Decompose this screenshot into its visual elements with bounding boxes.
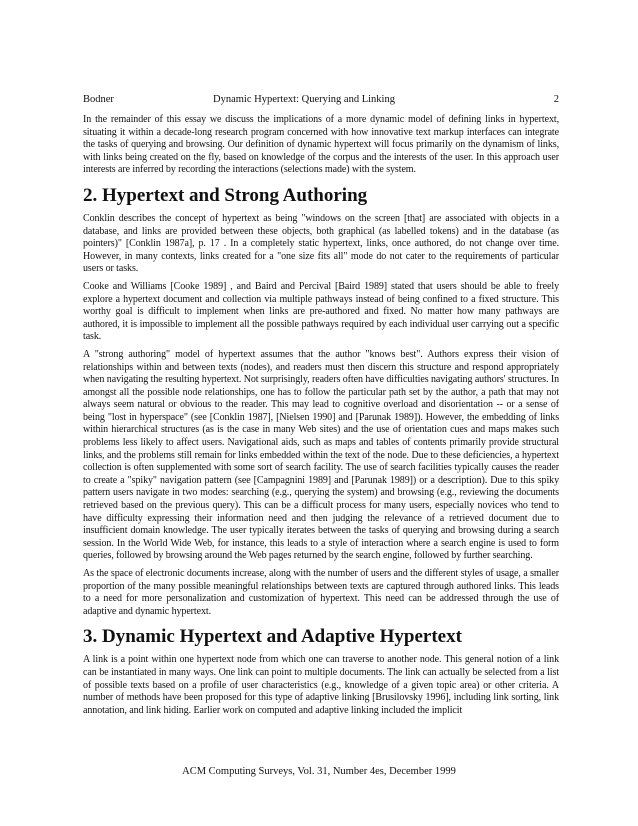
- section-3-paragraph-1: A link is a point within one hypertext node from which one can traverse to another node. This general notion of a link can be instantiated in many ways. One link can point to multiple documents. The link can actually be selected from a list of possible texts based on a profile of user characteristics (e.g., knowledge of a given topic area) or other criteria. A number of methods have been proposed for this type of adaptive linking [Brusilovsky 1996], including link sorting, link annotation, and link hiding. Earlier work on computed and adaptive linking included the implicit: [83, 654, 559, 716]
- page-footer: ACM Computing Surveys, Vol. 31, Number 4es, December 1999: [182, 766, 456, 777]
- header-author: Bodner: [83, 94, 114, 105]
- header-title: Dynamic Hypertext: Querying and Linking: [213, 94, 395, 105]
- page-body: [83, 114, 559, 722]
- section-2-paragraph-2: Cooke and Williams [Cooke 1989] , and Baird and Percival [Baird 1989] stated that users should be able to freely explore a hypertext document and collection via multiple pathways instead of being confined to a fixed structure. This worthy goal is difficult to implement when links are pre-authored and fixed. No matter how many pathways are authored, it is impossible to implement all the possible pathways required by each individual user carrying out a specific task.: [83, 280, 559, 343]
- running-header: [83, 93, 559, 107]
- header-page-number: 2: [553, 94, 559, 105]
- section-2-paragraph-4: As the space of electronic documents increase, along with the number of users and the different styles of usage, a smaller proportion of the many possible meaningful relationships between texts are captured through authored links. This leads to a need for more personalization and customization of hypertext. This need can be addressed through the use of adaptive and dynamic hypertext.: [83, 568, 559, 617]
- section-2-paragraph-3: A "strong authoring" model of hypertext assumes that the author "knows best". Authors express their vision of relationships within and between texts (nodes), and readers must then discern this structure and respond appropriately when navigating the resulting hypertext. Not surprisingly, readers often have difficulties navigating authors' structures. In amongst all the possible node relationships, one has to follow the particular path set by the author, a path that may not always seem natural or obvious to the reader. This may lead to cognitive overload and disorientation -- or a sense of being "lost in hyperspace" (see [Conklin 1987], [Nielsen 1990] and [Parunak 1989]). However, the embedding of links within hierarchical structures (as is the case in many Web sites) and the use of orientation cues and maps makes such problems less likely to affect users. Navigational aids, such as maps and tables of contents primarily provide structural links, and the problems still remain for links embedded within the text of the node. Due to these deficiencies, a hypertext collection is often supplemented with some sort of search facility. The use of search facilities typically causes the reader to create a "spiky" navigation pattern (see [Campagnini 1989] and [Parunak 1989]) or a description). Due to this spiky pattern users navigate in two modes: searching (e.g., querying the system) and browsing (e.g., reviewing the documents retrieved based on the previous query). This can be a difficult process for many users, especially novices who tend to have difficulty expressing their information need and then judging the relevance of a retrieved document due to insufficient domain knowledge. The user typically iterates between the tasks of querying and browsing during a search session. In the World Wide Web, for instance, this leads to a style of interaction where a search engine is used to form queries, followed by browsing around the Web pages returned by the search engine, followed by further searching.: [83, 348, 559, 562]
- section-2-paragraph-1: Conklin describes the concept of hypertext as being "windows on the screen [that] are associated with objects in a database, and links are provided between these objects, both graphical (as labelled tokens) and in the database (as pointers)" [Conklin 1987a], p. 17 . In a completely static hypertext, links, once authored, do not change over time. However, in many contexts, links created for a "one size fits all" mode do not cater to the requirements of particular users or tasks.: [83, 212, 559, 275]
- intro-paragraph: In the remainder of this essay we discuss the implications of a more dynamic model of defining links in hypertext, situating it within a decade-long research program concerned with how innovative text markup interfaces can integrate the tasks of querying and browsing. Our definition of dynamic hypertext will focus primarily on the dynamism of links, with links being created on the fly, based on knowledge of the corpus and the interests of the user. In this approach user interests are inferred by recording the interactions (selections made) with the system.: [83, 114, 559, 176]
- section-2-heading: 2. Hypertext and Strong Authoring: [83, 184, 368, 206]
- section-3-heading: 3. Dynamic Hypertext and Adaptive Hypertext: [83, 626, 462, 648]
